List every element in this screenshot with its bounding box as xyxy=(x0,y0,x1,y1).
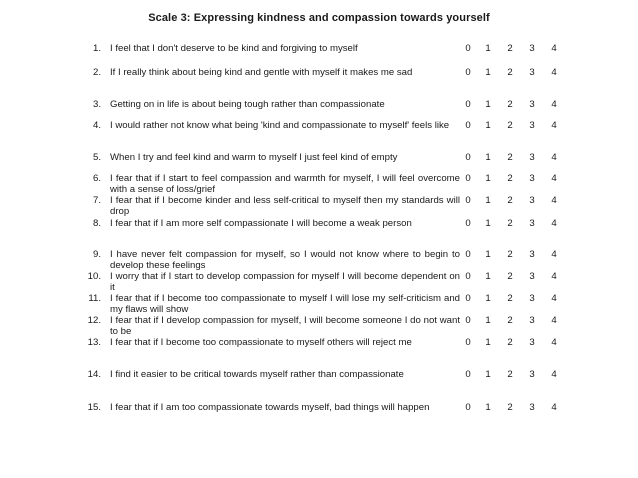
item-text: I would rather not know what being 'kind and compassionate to myself' feels like xyxy=(110,120,450,131)
rating-option-2[interactable]: 2 xyxy=(507,293,513,304)
rating-option-1[interactable]: 1 xyxy=(485,99,491,110)
rating-option-3[interactable]: 3 xyxy=(529,249,535,260)
rating-option-2[interactable]: 2 xyxy=(507,218,513,229)
rating-option-2[interactable]: 2 xyxy=(507,120,513,131)
rating-option-3[interactable]: 3 xyxy=(529,173,535,184)
rating-option-1[interactable]: 1 xyxy=(485,249,491,260)
rating-option-2[interactable]: 2 xyxy=(507,271,513,282)
rating-option-0[interactable]: 0 xyxy=(465,315,471,326)
item-text: I have never felt compassion for myself, so I would not know where to begin to develop these feelings xyxy=(110,249,460,271)
rating-option-1[interactable]: 1 xyxy=(485,315,491,326)
rating-option-3[interactable]: 3 xyxy=(529,120,535,131)
scale-title: Scale 3: Expressing kindness and compassion towards yourself xyxy=(148,12,490,24)
item-number: 9. xyxy=(92,249,101,260)
rating-option-3[interactable]: 3 xyxy=(529,271,535,282)
rating-option-2[interactable]: 2 xyxy=(507,249,513,260)
item-number: 5. xyxy=(92,152,101,163)
rating-option-2[interactable]: 2 xyxy=(507,369,513,380)
item-number: 1. xyxy=(92,43,101,54)
rating-option-3[interactable]: 3 xyxy=(529,402,535,413)
rating-option-4[interactable]: 4 xyxy=(551,120,557,131)
item-text: When I try and feel kind and warm to myself I just feel kind of empty xyxy=(110,152,398,163)
item-number: 2. xyxy=(92,67,101,78)
rating-option-2[interactable]: 2 xyxy=(507,402,513,413)
rating-option-1[interactable]: 1 xyxy=(485,67,491,78)
rating-option-1[interactable]: 1 xyxy=(485,195,491,206)
item-number: 8. xyxy=(92,218,101,229)
rating-option-4[interactable]: 4 xyxy=(551,249,557,260)
item-text: I find it easier to be critical towards myself rather than compassionate xyxy=(110,369,404,380)
rating-option-4[interactable]: 4 xyxy=(551,402,557,413)
rating-option-4[interactable]: 4 xyxy=(551,271,557,282)
rating-option-4[interactable]: 4 xyxy=(551,195,557,206)
rating-option-4[interactable]: 4 xyxy=(551,43,557,54)
item-text: I worry that if I start to develop compassion for myself I will become dependent on it xyxy=(110,271,460,293)
item-number: 13. xyxy=(87,337,101,348)
rating-option-2[interactable]: 2 xyxy=(507,173,513,184)
rating-option-1[interactable]: 1 xyxy=(485,402,491,413)
rating-option-2[interactable]: 2 xyxy=(507,337,513,348)
item-text: I fear that if I become too compassionate to myself I will lose my self-criticism and my flaws will show xyxy=(110,293,460,315)
rating-option-4[interactable]: 4 xyxy=(551,337,557,348)
item-number: 12. xyxy=(87,315,101,326)
rating-option-0[interactable]: 0 xyxy=(465,195,471,206)
rating-option-1[interactable]: 1 xyxy=(485,173,491,184)
rating-option-0[interactable]: 0 xyxy=(465,271,471,282)
item-text: I fear that if I develop compassion for myself, I will become someone I do not want to be xyxy=(110,315,460,337)
rating-option-0[interactable]: 0 xyxy=(465,369,471,380)
rating-option-3[interactable]: 3 xyxy=(529,337,535,348)
rating-option-1[interactable]: 1 xyxy=(485,337,491,348)
rating-option-2[interactable]: 2 xyxy=(507,152,513,163)
rating-option-4[interactable]: 4 xyxy=(551,293,557,304)
rating-option-1[interactable]: 1 xyxy=(485,152,491,163)
rating-option-4[interactable]: 4 xyxy=(551,315,557,326)
rating-option-0[interactable]: 0 xyxy=(465,337,471,348)
item-text: Getting on in life is about being tough rather than compassionate xyxy=(110,99,385,110)
rating-option-2[interactable]: 2 xyxy=(507,195,513,206)
item-number: 10. xyxy=(87,271,101,282)
rating-option-0[interactable]: 0 xyxy=(465,293,471,304)
rating-option-1[interactable]: 1 xyxy=(485,271,491,282)
item-number: 7. xyxy=(92,195,101,206)
item-text: I fear that if I start to feel compassion and warmth for myself, I will feel overcome with a sense of loss/grief xyxy=(110,173,460,195)
rating-option-3[interactable]: 3 xyxy=(529,43,535,54)
rating-option-3[interactable]: 3 xyxy=(529,315,535,326)
rating-option-2[interactable]: 2 xyxy=(507,99,513,110)
item-number: 14. xyxy=(87,369,101,380)
rating-option-1[interactable]: 1 xyxy=(485,120,491,131)
rating-option-2[interactable]: 2 xyxy=(507,315,513,326)
item-text: If I really think about being kind and gentle with myself it makes me sad xyxy=(110,67,413,78)
item-text: I feel that I don't deserve to be kind and forgiving to myself xyxy=(110,43,358,54)
item-text: I fear that if I become kinder and less self-critical to myself then my standards will drop xyxy=(110,195,460,217)
rating-option-4[interactable]: 4 xyxy=(551,99,557,110)
rating-option-4[interactable]: 4 xyxy=(551,152,557,163)
rating-option-1[interactable]: 1 xyxy=(485,43,491,54)
rating-option-3[interactable]: 3 xyxy=(529,369,535,380)
rating-option-3[interactable]: 3 xyxy=(529,293,535,304)
rating-option-2[interactable]: 2 xyxy=(507,43,513,54)
rating-option-0[interactable]: 0 xyxy=(465,43,471,54)
item-number: 3. xyxy=(92,99,101,110)
rating-option-4[interactable]: 4 xyxy=(551,369,557,380)
rating-option-0[interactable]: 0 xyxy=(465,402,471,413)
rating-option-3[interactable]: 3 xyxy=(529,218,535,229)
rating-option-1[interactable]: 1 xyxy=(485,369,491,380)
item-number: 4. xyxy=(92,120,101,131)
rating-option-1[interactable]: 1 xyxy=(485,293,491,304)
rating-option-0[interactable]: 0 xyxy=(465,67,471,78)
rating-option-2[interactable]: 2 xyxy=(507,67,513,78)
rating-option-3[interactable]: 3 xyxy=(529,152,535,163)
rating-option-3[interactable]: 3 xyxy=(529,99,535,110)
rating-option-0[interactable]: 0 xyxy=(465,152,471,163)
item-text: I fear that if I become too compassionate to myself others will reject me xyxy=(110,337,412,348)
rating-option-0[interactable]: 0 xyxy=(465,173,471,184)
rating-option-0[interactable]: 0 xyxy=(465,120,471,131)
item-text: I fear that if I am too compassionate towards myself, bad things will happen xyxy=(110,402,430,413)
item-number: 15. xyxy=(87,402,101,413)
rating-option-4[interactable]: 4 xyxy=(551,218,557,229)
rating-option-0[interactable]: 0 xyxy=(465,218,471,229)
rating-option-1[interactable]: 1 xyxy=(485,218,491,229)
rating-option-0[interactable]: 0 xyxy=(465,249,471,260)
item-number: 11. xyxy=(88,293,101,304)
item-text: I fear that if I am more self compassionate I will become a weak person xyxy=(110,218,412,229)
rating-option-3[interactable]: 3 xyxy=(529,67,535,78)
rating-option-3[interactable]: 3 xyxy=(529,195,535,206)
rating-option-0[interactable]: 0 xyxy=(465,99,471,110)
item-number: 6. xyxy=(92,173,101,184)
rating-option-4[interactable]: 4 xyxy=(551,67,557,78)
rating-option-4[interactable]: 4 xyxy=(551,173,557,184)
